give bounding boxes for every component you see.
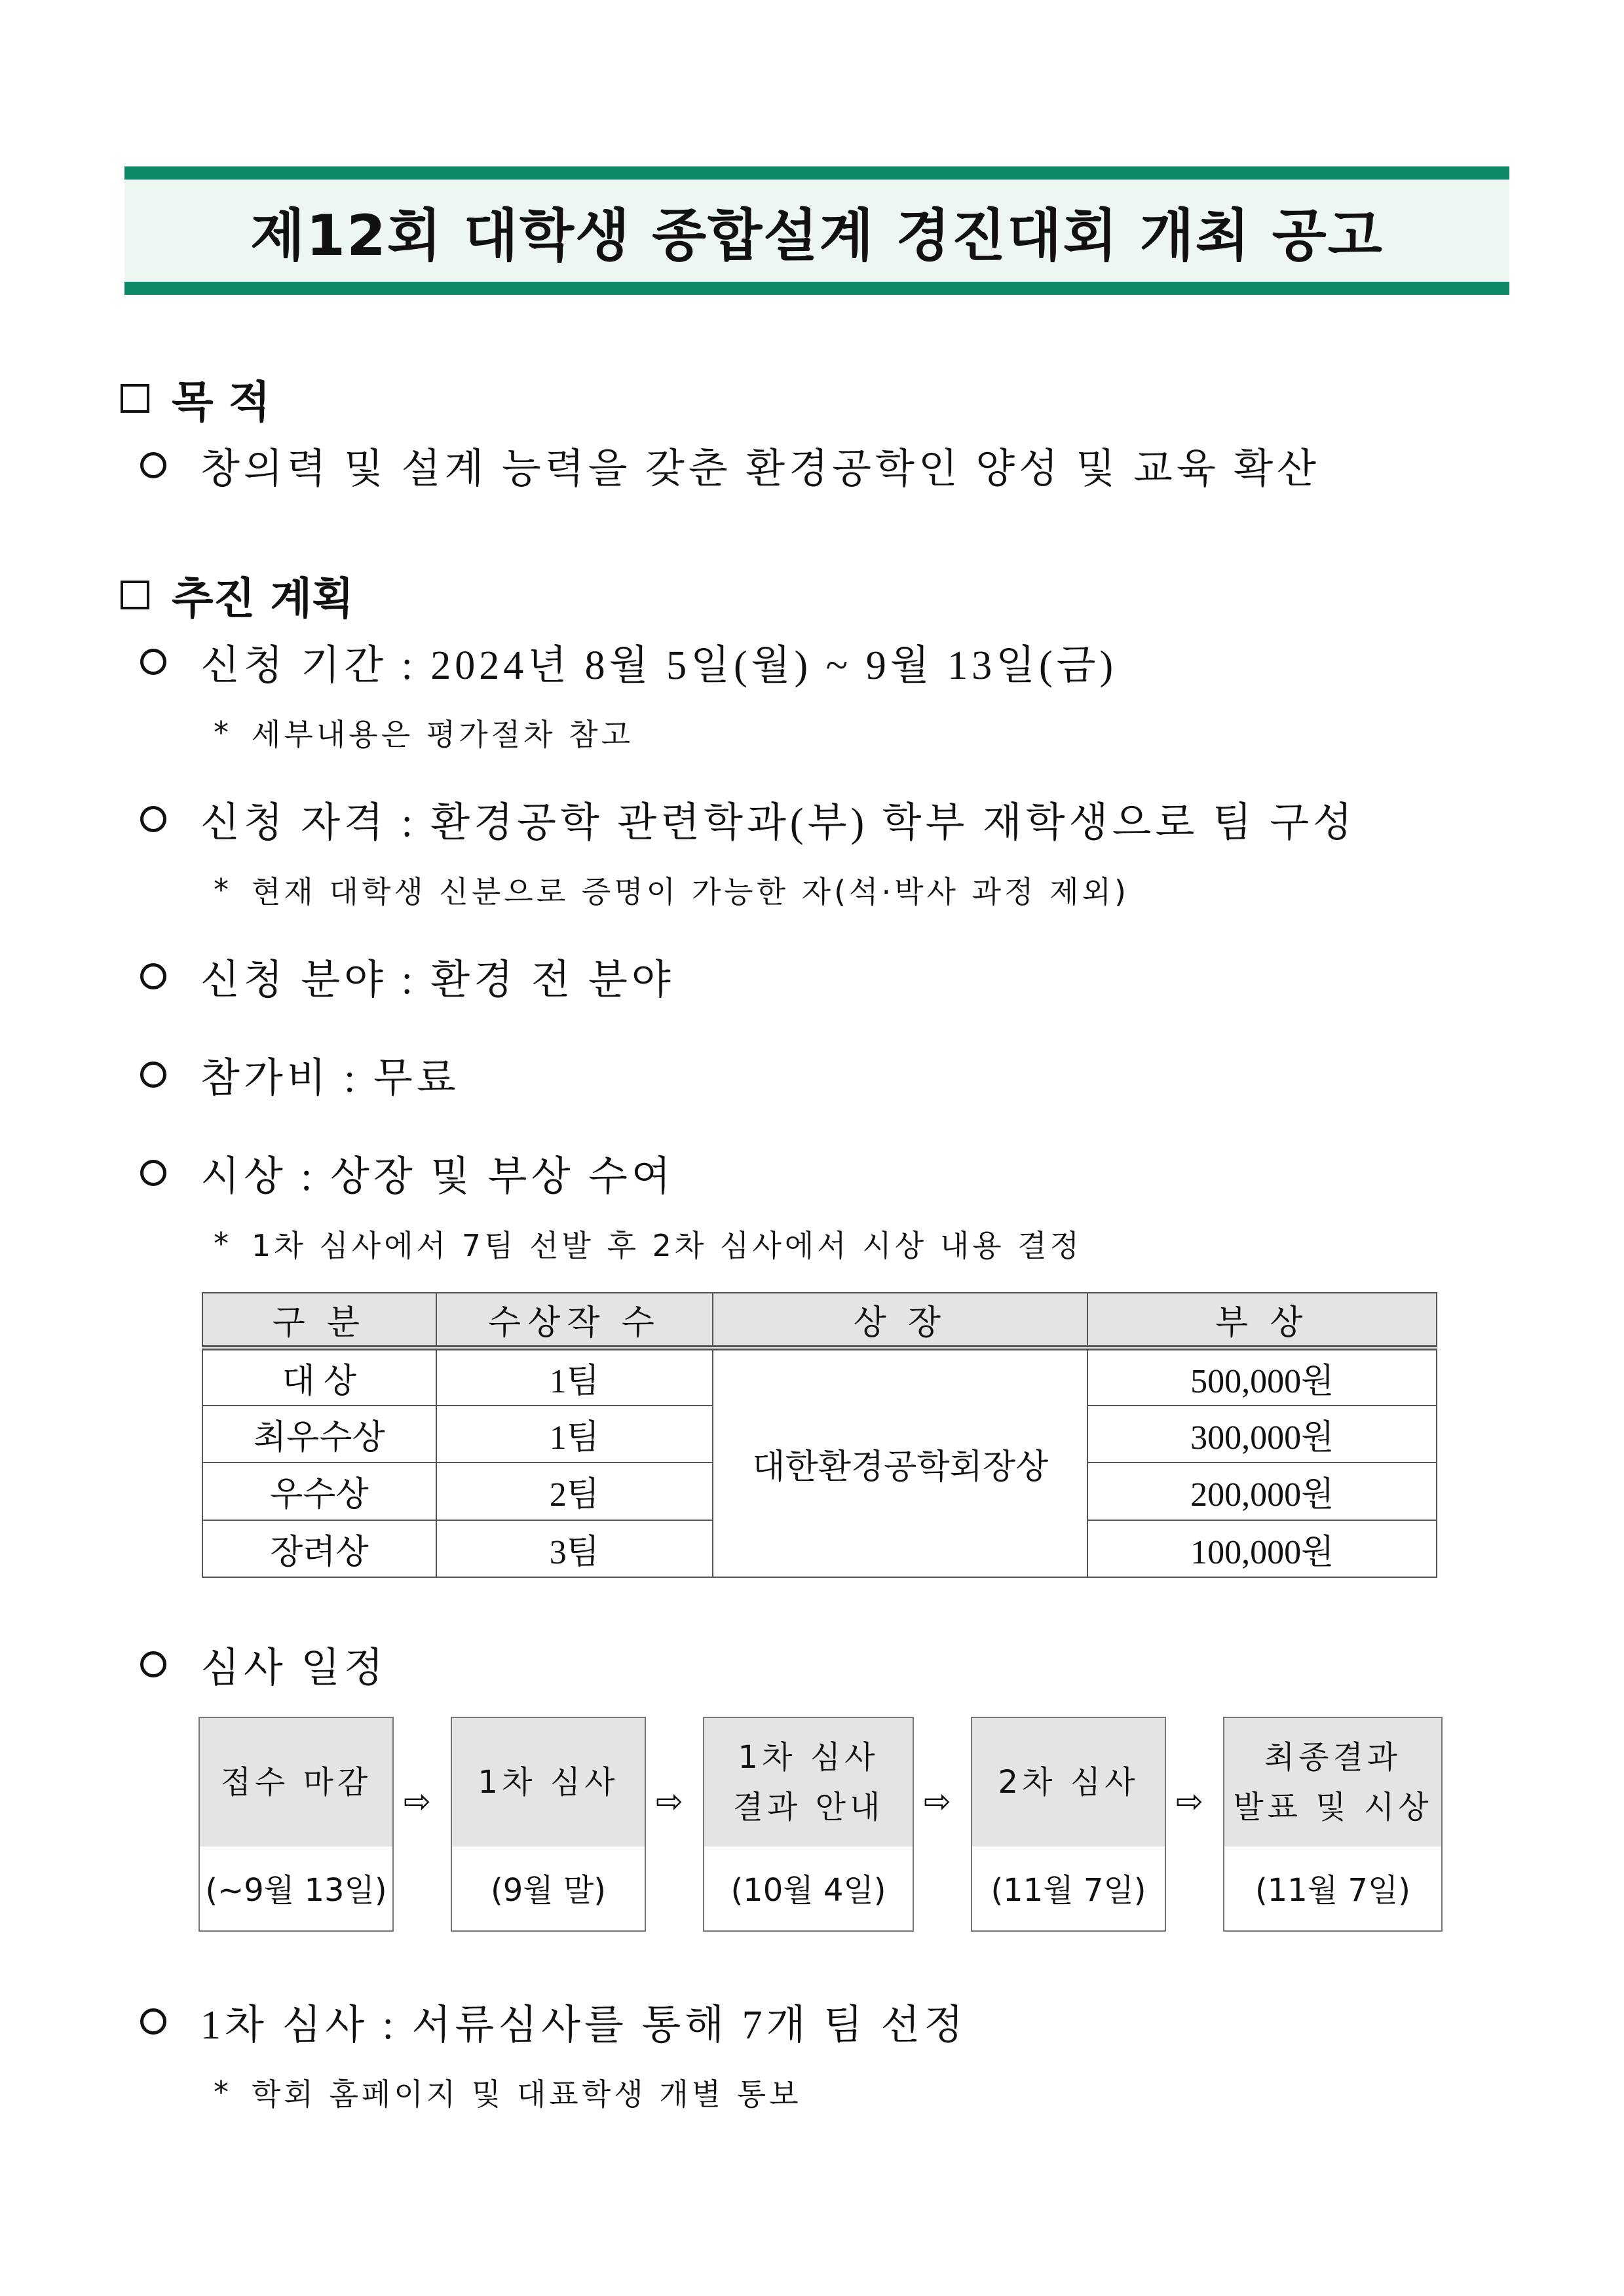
- asterisk-icon: *: [214, 2075, 232, 2110]
- flow-step-date: (~9월 13일): [205, 1871, 387, 1909]
- flow-step-date: (11월 7일): [991, 1871, 1146, 1909]
- first-review-text: 1차 심사 : 서류심사를 통해 7개 팀 선정: [200, 2003, 968, 2048]
- cell-category: 장려상: [202, 1520, 436, 1578]
- table-row: [202, 1348, 1437, 1406]
- period-note: [214, 711, 633, 754]
- period-item: [140, 632, 1117, 691]
- section-heading-purpose: [121, 367, 271, 429]
- flow-step-label: [1224, 1718, 1441, 1846]
- circle-bullet-icon: [140, 649, 166, 675]
- eligibility-note-text: 현재 대학생 신분으로 증명이 가능한 자(석·박사 과정 제외): [252, 874, 1129, 909]
- period-note-text: 세부내용은 평가절차 참고: [252, 717, 634, 752]
- cell-count: 1팀: [436, 1348, 713, 1406]
- cell-prize: 100,000원: [1087, 1520, 1437, 1578]
- circle-bullet-icon: [140, 1651, 166, 1677]
- eligibility-note: [214, 868, 1129, 911]
- title-banner: [124, 166, 1509, 295]
- flow-step-line1: 접수 마감: [220, 1764, 372, 1801]
- flow-step-line1: 최종결과: [1264, 1739, 1402, 1776]
- right-arrow-icon: ⇨: [404, 1782, 431, 1820]
- flow-step-first-review-result: [703, 1717, 914, 1932]
- cell-prize: 300,000원: [1087, 1406, 1437, 1463]
- cell-count: 3팀: [436, 1520, 713, 1578]
- cell-category: 최우수상: [202, 1406, 436, 1463]
- first-review-note: [214, 2071, 802, 2114]
- header-certificate: 상 장: [713, 1293, 1087, 1348]
- award-note-text: 1차 심사에서 7팀 선발 후 2차 심사에서 시상 내용 결정: [252, 1228, 1083, 1263]
- flow-step-first-review: [451, 1717, 646, 1932]
- header-count: 수상작 수: [436, 1293, 713, 1348]
- header-prize: 부 상: [1087, 1293, 1437, 1348]
- purpose-item: [140, 436, 1320, 494]
- circle-bullet-icon: [140, 452, 166, 478]
- flow-step-line2: 발표 및 시상: [1233, 1789, 1433, 1826]
- circle-bullet-icon: [140, 1062, 166, 1088]
- cell-count: 2팀: [436, 1463, 713, 1520]
- flow-step-line2: 결과 안내: [732, 1789, 884, 1826]
- purpose-text: 창의력 및 설계 능력을 갖춘 환경공학인 양성 및 교육 확산: [200, 447, 1321, 491]
- schedule-item: [140, 1635, 387, 1693]
- flow-step-final-announcement: [1223, 1717, 1443, 1932]
- eligibility-item: [140, 790, 1356, 848]
- first-review-note-text: 학회 홈페이지 및 대표학생 개별 통보: [252, 2076, 802, 2112]
- awards-table: [202, 1292, 1437, 1578]
- circle-bullet-icon: [140, 2008, 166, 2035]
- cell-prize: 500,000원: [1087, 1348, 1437, 1406]
- flow-step-date: (10월 4일): [730, 1871, 886, 1909]
- flow-step-application-deadline: [198, 1717, 394, 1932]
- right-arrow-icon: ⇨: [656, 1782, 683, 1820]
- schedule-heading: 심사 일정: [200, 1646, 388, 1691]
- square-bullet-icon: [121, 384, 149, 413]
- eligibility-text: 신청 자격 : 환경공학 관련학과(부) 학부 재학생으로 팀 구성: [200, 801, 1357, 845]
- header-category: 구 분: [202, 1293, 436, 1348]
- asterisk-icon: *: [214, 1226, 232, 1261]
- period-text: 신청 기간 : 2024년 8월 5일(월) ~ 9월 13일(금): [200, 643, 1118, 688]
- field-text: 신청 분야 : 환경 전 분야: [200, 958, 675, 1003]
- first-review-item: [140, 1992, 967, 2050]
- flow-step-label: [200, 1718, 392, 1846]
- square-bullet-icon: [121, 581, 149, 609]
- circle-bullet-icon: [140, 1160, 166, 1186]
- flow-step-label: [452, 1718, 645, 1846]
- award-text: 시상 : 상장 및 부상 수여: [200, 1155, 675, 1199]
- fee-text: 참가비 : 무료: [200, 1056, 460, 1101]
- table-header-row: [202, 1293, 1437, 1348]
- asterisk-icon: *: [214, 872, 232, 908]
- page-title: 제12회 대학생 종합설계 경진대회 개최 공고: [250, 203, 1384, 269]
- circle-bullet-icon: [140, 963, 166, 989]
- right-arrow-icon: ⇨: [1176, 1782, 1203, 1820]
- flow-step-label: [704, 1718, 913, 1846]
- flow-step-line1: 1차 심사: [478, 1764, 619, 1801]
- flow-step-second-review: [971, 1717, 1166, 1932]
- flow-step-line1: 2차 심사: [998, 1764, 1139, 1801]
- section-heading-plan: [121, 564, 354, 626]
- flow-step-date: (9월 말): [491, 1871, 606, 1909]
- cell-category: 우수상: [202, 1463, 436, 1520]
- cell-certificate: 대한환경공학회장상: [713, 1348, 1087, 1577]
- cell-prize: 200,000원: [1087, 1463, 1437, 1520]
- fee-item: [140, 1045, 460, 1103]
- circle-bullet-icon: [140, 806, 166, 832]
- cell-count: 1팀: [436, 1406, 713, 1463]
- award-item: [140, 1143, 675, 1202]
- section-heading-text: 추진 계획: [172, 573, 354, 624]
- right-arrow-icon: ⇨: [924, 1782, 951, 1820]
- section-heading-text: 목 적: [172, 377, 271, 427]
- field-item: [140, 947, 675, 1005]
- asterisk-icon: *: [214, 715, 232, 750]
- flow-step-label: [972, 1718, 1165, 1846]
- award-note: [214, 1222, 1082, 1265]
- cell-category: 대 상: [202, 1348, 436, 1406]
- flow-step-date: (11월 7일): [1255, 1871, 1411, 1909]
- flow-step-line1: 1차 심사: [738, 1739, 879, 1776]
